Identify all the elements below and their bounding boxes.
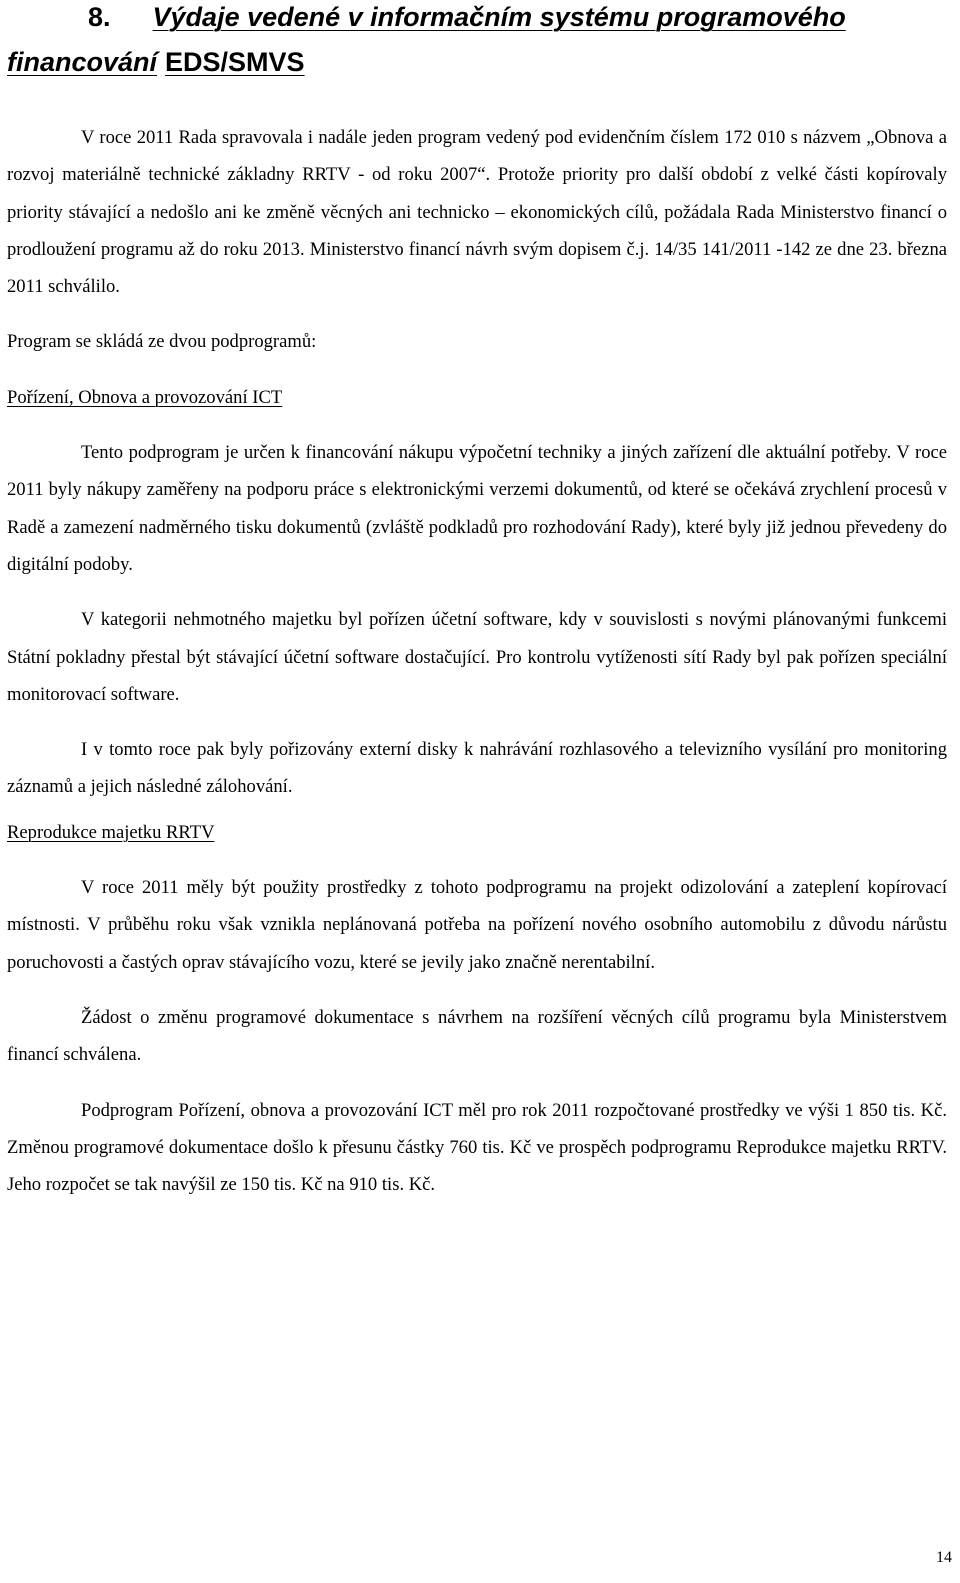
paragraph-subprograms-intro: Program se skládá ze dvou podprogramů:: [7, 331, 317, 353]
paragraph-external-disks: I v tomto roce pak byly pořizovány externí disky k nahrávání rozhlasového a televizního vysílání pro monitoring záznamů a jejich následné zálohování.: [7, 739, 947, 798]
section-title-system: EDS/SMVS: [165, 47, 305, 77]
section-number: 8.: [88, 2, 111, 32]
paragraph-ict-description: Tento podprogram je určen k financování nákupu výpočetní techniky a jiných zařízení dle aktuální potřeby. V roce 2011 byly nákupy zaměřeny na podporu práce s elektronickými verzemi dokumentů, od které se očekává zrychlení procesů v Radě a zamezení nadměrného tisku dokumentů (zvláště podkladů pro rozhodování Rady), které byly již jednou převedeny do digitální podoby.: [7, 442, 947, 575]
subheading-reproduction-label: Reprodukce majetku RRTV: [7, 821, 215, 843]
page-number: 14: [936, 1549, 952, 1566]
section-title-line1: Výdaje vedené v informačním systému programového: [152, 2, 846, 32]
subheading-ict: [7, 379, 947, 416]
section-title-line2: financování: [7, 47, 158, 77]
paragraph-budget: Podprogram Pořízení, obnova a provozování ICT měl pro rok 2011 rozpočtované prostředky ve výši 1 850 tis. Kč. Změnou programové dokumentace došlo k přesunu částky 760 tis. Kč ve prospěch podprogramu Reprodukce majetku RRTV. Jeho rozpočet se tak navýšil ze 150 tis. Kč na 910 tis. Kč.: [7, 1099, 947, 1196]
paragraph-change-request: Žádost o změnu programové dokumentace s návrhem na rozšíření věcných cílů programu byla Ministerstvem financí schválena.: [7, 1006, 947, 1066]
document-page: [7, 0, 947, 1203]
section-heading: [7, 0, 947, 82]
subheading-ict-label: Pořízení, Obnova a provozování ICT: [7, 386, 283, 408]
paragraph-program-intro: V roce 2011 Rada spravovala i nadále jeden program vedený pod evidenčním číslem 172 010 s názvem „Obnova a rozvoj materiálně technické základny RRTV - od roku 2007“. Protože priority pro další období z velké části kopírovaly priority stávající a nedošlo ani ke změně věcných ani technicko – ekonomických cílů, požádala Rada Ministerstvo financí o prodloužení programu až do roku 2013. Ministerstvo financí návrh svým dopisem č.j. 14/35 141/2011 -142 ze dne 23. března 2011 schválilo.: [7, 127, 947, 298]
subheading-reproduction: [7, 814, 947, 851]
paragraph-reproduction-description: V roce 2011 měly být použity prostředky z tohoto podprogramu na projekt odizolování a zateplení kopírovací místnosti. V průběhu roku však vznikla neplánovaná potřeba na pořízení nového osobního automobilu z důvodu nárůstu poruchovosti a častých oprav stávajícího vozu, které se jevily jako značně nerentabilní.: [7, 877, 947, 973]
paragraph-intangible-assets: V kategorii nehmotného majetku byl pořízen účetní software, kdy v souvislosti s novými plánovanými funkcemi Státní pokladny přestal být stávající účetní software dostačující. Pro kontrolu vytíženosti sítí Rady byl pak pořízen speciální monitorovací software.: [7, 609, 947, 705]
